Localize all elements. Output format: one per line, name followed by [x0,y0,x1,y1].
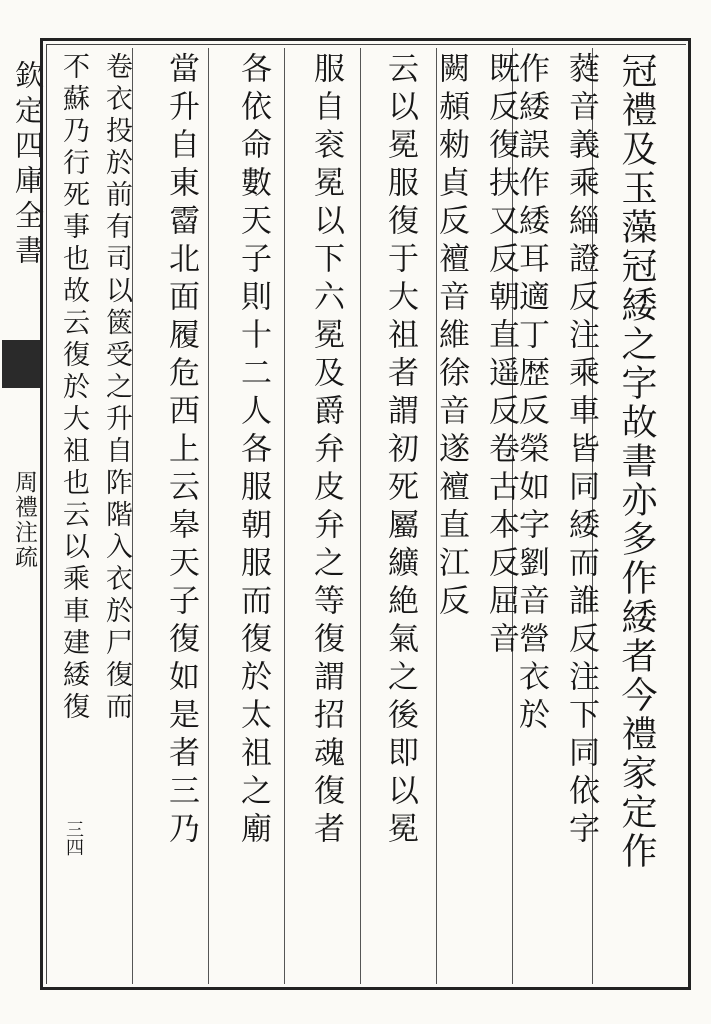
text-column-1 [605,52,667,982]
text-column-5 [290,52,362,982]
page-number: 三四 [63,820,84,856]
margin-title: 欽定四庫全書 [11,60,45,270]
text-column-6 [222,52,284,982]
column-text: 不蘇乃行死事也故云復於大祖也云以乘車建緌復 [58,52,89,724]
column-text: 各依命數天子則十二人各服朝服而復於太祖之廟 [235,52,271,850]
text-column-2 [513,52,599,982]
column-text: 當升自東霤北面履危西上云皋天子復如是者三乃 [163,52,199,850]
text-column-3 [433,52,519,982]
text-column-7 [150,52,212,982]
text-column-8 [92,52,140,982]
column-text: 云以冕服復于大祖者謂初死屬纊絶氣之後即以冕 [382,52,418,850]
column-text: 闕頳勑貞反襢音維徐音遂襢直江反 [433,52,469,622]
column-text: 蕤音義乘緇證反注乘車皆同緌而誰反注下同依字 [563,52,599,850]
column-text: 冠禮及玉藻冠緌之字故書亦多作緌者今禮家定作 [616,52,657,871]
black-fishtail-mark [2,340,40,388]
column-text: 服自衮冕以下六冕及爵弁皮弁之等復謂招魂復者 [308,52,344,850]
text-column-4 [364,52,436,982]
text-column-9 [50,52,96,982]
margin-source: 周禮注疏 [11,470,37,570]
column-text: 既反復扶又反朝直遥反卷古本反屈音 [483,52,519,660]
column-text: 卷衣投於前有司以篋受之升自阼階入衣於尸復而 [101,52,132,724]
column-text: 作緌誤作緌耳適丁歴反榮如字劉音營衣於 [513,52,549,736]
